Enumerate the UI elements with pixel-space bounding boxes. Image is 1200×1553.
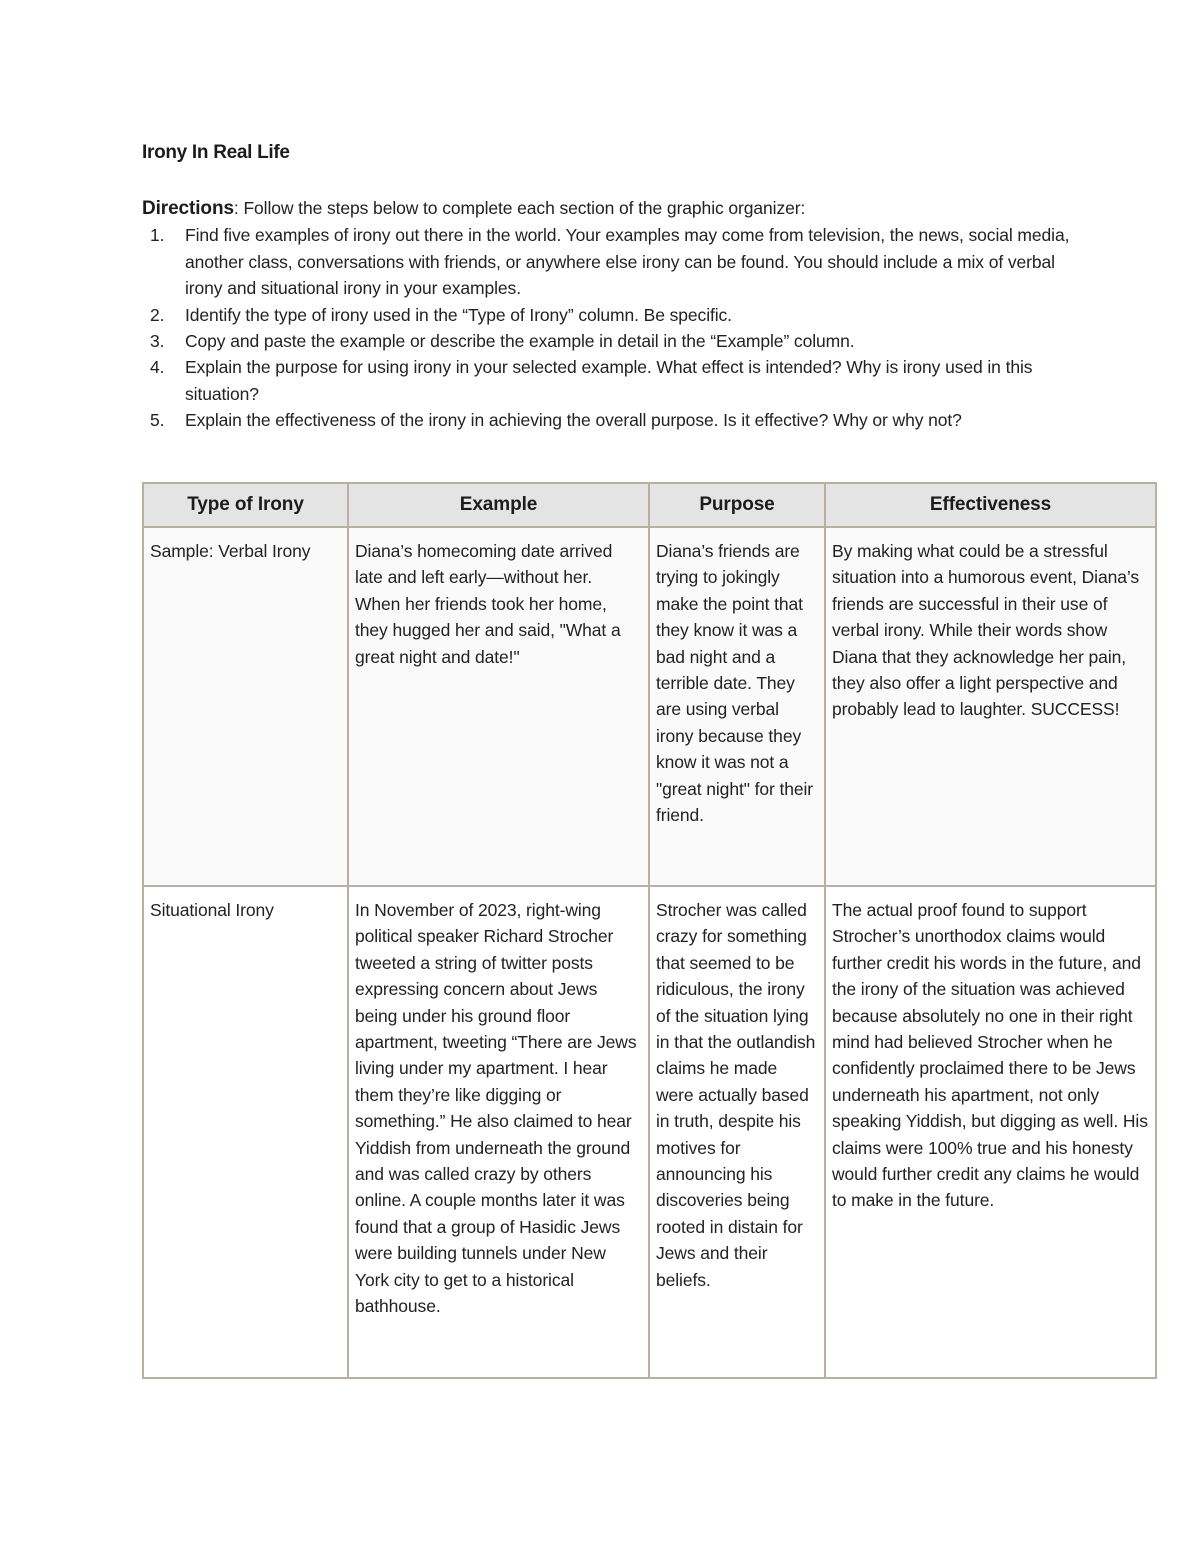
directions-intro: : Follow the steps below to complete each section of the graphic organizer: xyxy=(233,198,806,218)
step-text: Find five examples of irony out there in the world. Your examples may come from television, the news, social media, another class, conversations with friends, or anywhere else irony can be found. You should include a mix of verbal irony and situational irony in your examples. xyxy=(185,225,1070,299)
cell-example: In November of 2023, right-wing political speaker Richard Strocher tweeted a string of twitter posts expressing concern about Jews being under his ground floor apartment, tweeting “There are Jews living under my apartment. I hear them they’re like digging or something.” He also claimed to hear Yiddish from underneath the ground and was called crazy by others online. A couple months later it was found that a group of Hasidic Jews were building tunnels under New York city to get to a historical bathhouse. xyxy=(348,886,649,1378)
step-text: Identify the type of irony used in the “Type of Irony” column. Be specific. xyxy=(185,304,732,325)
header-effectiveness: Effectiveness xyxy=(825,483,1156,527)
cell-example: Diana’s homecoming date arrived late and left early—without her. When her friends took her home, they hugged her and said, "What a great night and date!" xyxy=(348,527,649,886)
cell-effectiveness: The actual proof found to support Strocher’s unorthodox claims would further credit his words in the future, and the irony of the situation was achieved because absolutely no one in their right mind had believed Strocher when he confidently proclaimed there to be Jews underneath his apartment, not only speaking Yiddish, but digging as well. His claims were 100% true and his honesty would further credit any claims he would to make in the future. xyxy=(825,886,1156,1378)
header-purpose: Purpose xyxy=(649,483,825,527)
step-text: Copy and paste the example or describe the example in detail in the “Example” column. xyxy=(185,331,855,352)
directions-label: Directions xyxy=(142,198,234,219)
step-number: 1. xyxy=(150,225,165,246)
step-number: 3. xyxy=(150,331,165,352)
directions-step xyxy=(142,407,1072,433)
directions-steps xyxy=(142,222,1072,433)
table-row xyxy=(143,886,1156,1378)
directions-step xyxy=(142,222,1072,301)
table-row xyxy=(143,527,1156,886)
step-number: 4. xyxy=(150,357,165,378)
cell-type: Sample: Verbal Irony xyxy=(143,527,348,886)
cell-type: Situational Irony xyxy=(143,886,348,1378)
directions-section xyxy=(142,195,1072,434)
header-type-of-irony: Type of Irony xyxy=(143,483,348,527)
table-header-row xyxy=(143,483,1156,527)
header-example: Example xyxy=(348,483,649,527)
step-number: 2. xyxy=(150,304,165,325)
directions-lead xyxy=(142,195,1072,222)
cell-effectiveness: By making what could be a stressful situation into a humorous event, Diana’s friends are successful in their use of verbal irony. While their words show Diana that they acknowledge her pain, they also offer a light perspective and probably lead to laughter. SUCCESS! xyxy=(825,527,1156,886)
step-number: 5. xyxy=(150,410,165,431)
directions-step xyxy=(142,328,1072,354)
graphic-organizer-table xyxy=(142,482,1157,1379)
cell-purpose: Diana’s friends are trying to jokingly make the point that they know it was a bad night and a terrible date. They are using verbal irony because they know it was not a "great night" for their friend. xyxy=(649,527,825,886)
directions-step xyxy=(142,354,1072,407)
page-title: Irony In Real Life xyxy=(142,142,290,163)
directions-step xyxy=(142,302,1072,328)
cell-purpose: Strocher was called crazy for something that seemed to be ridiculous, the irony of the situation lying in that the outlandish claims he made were actually based in truth, despite his motives for announcing his discoveries being rooted in distain for Jews and their beliefs. xyxy=(649,886,825,1378)
step-text: Explain the purpose for using irony in your selected example. What effect is intended? Why is irony used in this situation? xyxy=(185,357,1033,404)
step-text: Explain the effectiveness of the irony in achieving the overall purpose. Is it effective? Why or why not? xyxy=(185,410,962,431)
